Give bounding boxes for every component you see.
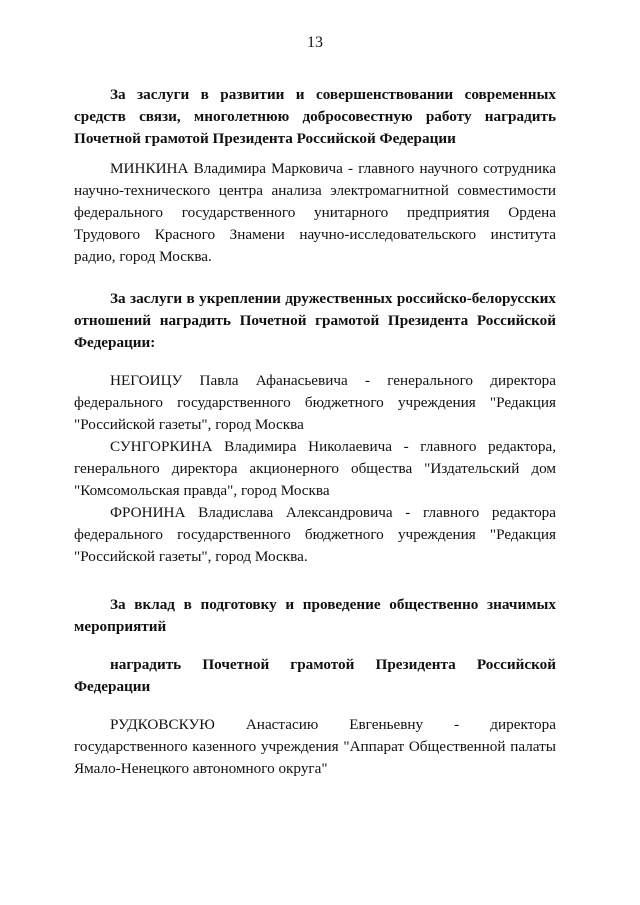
awardee-fronin: ФРОНИНА Владислава Александровича - главного редактора федерального государственного бюджетного учреждения "Редакция "Российской газеты", город Москва. [74, 504, 556, 565]
awardee-sungorkin: СУНГОРКИНА Владимира Николаевича - главного редактора, генерального директора акционерного общества "Издательский дом "Комсомольская правда", город Москва [74, 438, 556, 499]
awardee-negoitsa: НЕГОИЦУ Павла Афанасьевича - генерального директора федерального государственного бюджетного учреждения "Редакция "Российской газеты", город Москва [74, 372, 556, 433]
section-heading-belarus-relations: За заслуги в укреплении дружественных российско-белорусских отношений наградить Почетной грамотой Президента Российской Федерации: [74, 290, 556, 351]
awardee-rudkovskaya: РУДКОВСКУЮ Анастасию Евгеньевну - директора государственного казенного учреждения "Аппарат Общественной палаты Ямало-Ненецкого автономного округа" [74, 716, 556, 777]
section-heading-communications: За заслуги в развитии и совершенствовании современных средств связи, многолетнюю добросовестную работу наградить Почетной грамотой Президента Российской Федерации [74, 86, 556, 147]
section-heading-public-events: За вклад в подготовку и проведение общественно значимых мероприятий [74, 596, 556, 635]
awardee-minkin: МИНКИНА Владимира Марковича - главного научного сотрудника научно-технического центра анализа электромагнитной совместимости федерального государственного унитарного предприятия Ордена Трудового Красного Знамени научно-исследовательского института радио, город Москва. [74, 160, 556, 265]
section-subheading-award: наградить Почетной грамотой Президента Российской Федерации [74, 656, 556, 695]
page-number: 13 [307, 34, 323, 51]
